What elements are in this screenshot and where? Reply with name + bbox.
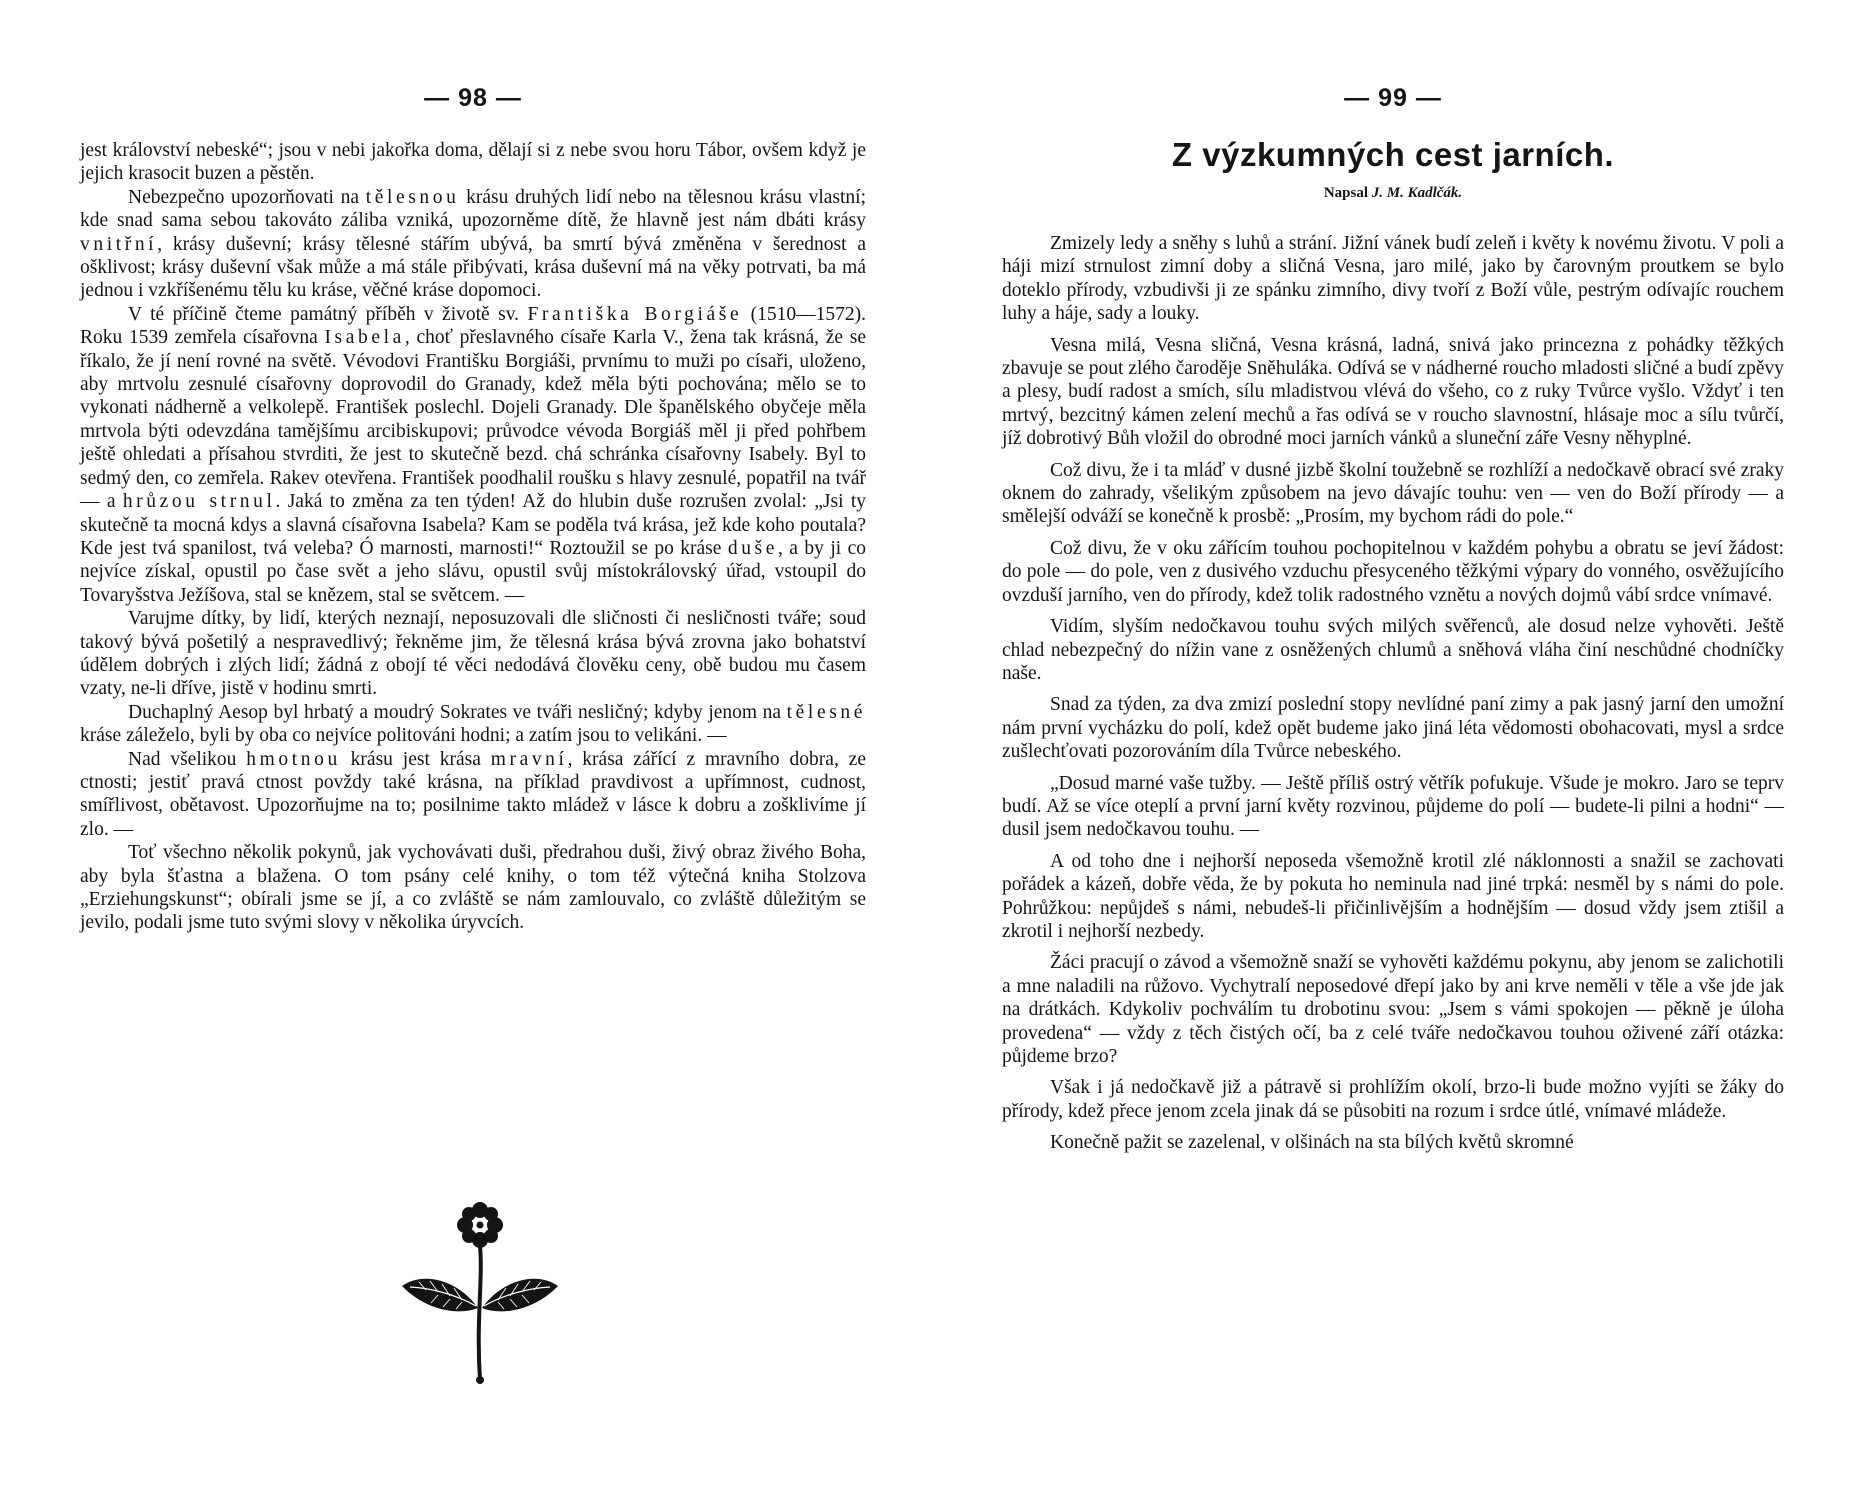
text-run: krásu druhých lidí nebo na tělesnou krásu vlastní; kde snad sama sebou takováto záliba vzniká, upozorněme dítě, že hlavně jest nám dbáti krásy: [80, 186, 866, 232]
paragraph: [1002, 232, 1784, 326]
text-run: Nad všelikou: [128, 748, 247, 770]
left-page: [80, 0, 866, 1500]
paragraph: [80, 701, 866, 748]
text-run: Vidím, slyším nedočkavou touhu svých milých svěřenců, ale dosud nelze vyhověti. Ještě chlad nebezpečný do nížin vane z osněžených chlumů a sněhová vláha činí neschůdné chodníčky naše.: [1002, 616, 1784, 684]
emphasis-spaced: Isabela: [324, 327, 405, 349]
paragraph: [1002, 334, 1784, 451]
text-run: Vesna milá, Vesna sličná, Vesna krásná, ladná, snivá jako princezna z pohádky těžkých zbavuje se pout zlého čaroděje Sněhuláka. Odívá se v nádherné roucho mladosti sličné a budí zpěvy a plesy, budí radost a smích, sílu mladistvou vlévá do všeho, co z ruky Tvůrce vyšlo. Vždyť i ten mrtvý, bezcitný kámen zelení mechů a řas odívá se v roucho slavnostní, hlásaje moc a sílu tvůrčí, jíž dobrotivý Bůh vložil do obrodné moci jarních vánků a sluneční záře Vesny něhyplné.: [1002, 334, 1784, 450]
emphasis-spaced: tělesné: [786, 701, 866, 723]
text-run: Však i já nedočkavě již a pátravě si prohlížím okolí, brzo-li bude možno vyjíti se žáky do přírody, kdež přece jenom zcela jinak dá se působiti na rozum i srdce útlé, vnímavé mládeže.: [1002, 1077, 1784, 1122]
byline-prefix: Napsal: [1323, 185, 1368, 201]
right-page-text: [1002, 232, 1784, 1163]
flower-ornament-icon: [400, 1190, 560, 1390]
paragraph: [1002, 459, 1784, 529]
text-run: Toť všechno několik pokynů, jak vychovávati duši, předrahou duši, živý obraz živého Boha, aby byla šťastna a blažena. O tom psány celé knihy, o tom též výtečná kniha Stolzova „Erziehungskunst“; obírali jsme se jí, a co zvláště se nám zamlouvalo, co zvláště důležitým se jevilo, podali jsme tuto svými slovy v několika úryvcích.: [80, 842, 866, 934]
text-run: kráse záleželo, byli by oba co nejvíce politováni hodni; a zatím jsou to velikáni. —: [80, 725, 727, 747]
emphasis-spaced: duše: [727, 537, 778, 559]
text-run: (1510—1572). Roku 1539 zemřela císařovna: [80, 303, 866, 349]
text-run: Žáci pracují o závod a všemožně snaží se vyhověti každému pokynu, aby jenom se zalichotili a mne naladili na růžovo. Vychytralí neposedové dřepí jako by ani krve neměli v těle a vše jde jak na drátkách. Kdykoliv pochválím tu drobotinu svou: „Jsem s vámi spokojen — pěkně je úloha provedena“ — vždy z těch čistých očí, ba z celé tváře nedočkavou touhou oživené září otázka: půjdeme brzo?: [1002, 952, 1784, 1067]
paragraph: [1002, 772, 1784, 842]
text-run: Duchaplný Aesop byl hrbatý a moudrý Sokrates ve tváři nesličný; kdyby jenom na: [128, 701, 787, 723]
text-run: Nebezpečno upozorňovati na: [128, 186, 366, 208]
byline: [1002, 185, 1784, 202]
text-run: , a by ji co nejvíce získal, opustil po čase svět a jeho slávu, opustil svůj místokrálovský úřad, vstoupil do Tovaryšstva Ježíšova, stal se knězem, stal se světcem. —: [80, 537, 866, 606]
text-run: , krása zářící z mravního dobra, ze ctnosti; jestiť pravá ctnost povždy také krásna, na příklad pravdivost a upřímnost, cudnost, smířlivost, obětavost. Upozorňujme na to; posilnime takto mládež v lásce k dobru a zošklivíme jí zlo. —: [80, 748, 866, 840]
text-run: krásu jest krása: [340, 748, 491, 770]
page-number-left: — 98 —: [424, 84, 522, 112]
right-page: [1002, 0, 1784, 1500]
text-run: Což divu, že i ta mláď v dusné jizbě školní toužebně se rozhlíží a nedočkavě obrací své zraky oknem do zahrady, všelikým způsobem na jevo dávajíc touhu: ven — ven do Boží přírody — a smělejší odváží se konečně k prosbě: „Prosím, my bychom rádi do pole.“: [1002, 459, 1784, 528]
text-run: Což divu, že v oku zářícím touhou pochopitelnou v každém pohybu a obratu se jeví žádost: do pole — do pole, ven z dusivého vzduchu přesyceného těžkými výpary do vonného, osvěžujícího ovzduší jarního, ven do přírody, kdež tolik radostného vznětu a nových dojmů vábí srdce vnímavé.: [1002, 537, 1784, 606]
paragraph: [1002, 1131, 1784, 1154]
text-run: . Jaká to změna za ten týden! Až do hlubin duše rozrušen zvolal: „Jsi ty skutečně ta mocná kdys a slavná císařovna Isabela? Kam se poděla tvá krása, jež kde koho poutala? Kde jest tvá spanilost, tvá veleba? Ó marnosti, marnosti!“ Roztoužil se po kráse: [80, 491, 866, 559]
paragraph: [80, 303, 866, 607]
text-run: , choť přeslavného císaře Karla V., žena tak krásná, že se říkalo, že jí není rovné na světě. Vévodovi Františku Borgiáši, prvnímu to muži po císaři, uloženo, aby mrtvolu zesnulé císařovny doprovodil do Granady, kdež měla býti pochována; mělo se to vykonati nádherně a velkolepě. František poslechl. Dojeli Granady. Dle španělského obyčeje měla mrtvola býti odevzdána tamějšímu arcibiskupovi; průvodce vévoda Borgiáš měl ji před pohřbem ještě ohledati a přísahou stvrditi, že jest to skutečně bezd. chá schránka císařovny Isabely. Byl to sedmý den, co zemřela. Rakev otevřena. František poodhalil roušku s hlavy zesnulé, popatřil na tvář — a: [80, 327, 866, 513]
paragraph: [1002, 615, 1784, 685]
text-run: V té příčině čteme památný příběh v životě sv.: [128, 303, 528, 325]
emphasis-spaced: tělesnou: [365, 186, 460, 208]
text-run: , krásy duševní; krásy tělesné stářím ubývá, ba smrtí bývá změněna v šerednost a ošklivost; krásy duševní však může a má stále přibývati, krása duševní má na věky potrvati, ba má jednou i vzkříšenému tělu ku kráse, věčné kráse dopomoci.: [80, 233, 866, 302]
paragraph: [80, 186, 866, 303]
text-run: Zmizely ledy a sněhy s luhů a strání. Jižní vánek budí zeleň i květy k novému životu. V poli a háji mizí strnulost zimní doby a sličná Vesna, jaro milé, jako by čarovným proutkem se bylo doteklo přírody, vzbudivši ji ze spánku zimního, divy tvoří z Boží vůle, pestrým odívajíc rouchem luhy a háje, sady a louky.: [1002, 233, 1784, 325]
left-page-text: [80, 139, 866, 935]
emphasis-spaced: mravní: [490, 748, 568, 770]
emphasis-spaced: hrůzou strnul: [122, 491, 276, 513]
paragraph: [1002, 1076, 1784, 1123]
article-title: Z výzkumných cest jarních.: [1171, 136, 1615, 173]
emphasis-spaced: Františka Borgiáše: [527, 303, 743, 325]
paragraph: [80, 607, 866, 701]
text-run: jest království nebeské“; jsou v nebi jakořka doma, dělají si z nebe svou horu Tábor, ovšem když je jejich krasocit buzen a pěstěn.: [80, 140, 866, 185]
paragraph: [80, 841, 866, 935]
text-run: Varujme dítky, by lidí, kterých neznají, neposuzovali dle sličnosti či nesličnosti tváře; soud takový bývá pošetilý a nespravedlivý; řekněme jim, že tělesná krása bývá zrovna jako bohatství údělem dobrých i zlých lidí; žádná z obojí té věci nedodává člověku ceny, obě budou mu časem vzaty, ne-li dříve, jistě v hodinu smrti.: [80, 608, 866, 700]
paragraph: [80, 748, 866, 842]
byline-author: J. M. Kadlčák.: [1371, 185, 1463, 201]
emphasis-spaced: vnitřní: [80, 233, 158, 255]
text-run: Snad za týden, za dva zmizí poslední stopy nevlídné paní zimy a pak jasný jarní den umožní nám první vycházku do polí, kdež opět budeme jako jiná léta vědomosti obohacovati, mysl a srdce zušlechťovati pozorováním díla Tvůrce nebeského.: [1002, 694, 1784, 763]
text-run: „Dosud marné vaše tužby. — Ještě příliš ostrý větřík pofukuje. Všude je mokro. Jaro se teprv budí. Až se více oteplí a první jarní květy rozvinou, půjdeme do polí — budete-li pilni a hodni“ — dusil jsem nedočkavou touhu. —: [1002, 772, 1784, 841]
paragraph: [1002, 850, 1784, 944]
paragraph: [1002, 537, 1784, 607]
text-run: Konečně pažit se zazelenal, v olšinách na sta bílých květů skromné: [1050, 1132, 1574, 1154]
text-run: A od toho dne i nejhorší neposeda všemožně krotil zlé náklonnosti a snažil se zachovati pořádek a kázeň, dobře věda, že by pokuta ho neminula nad jiné trpká: nesměl by s námi do pole. Pohrůžkou: nepůjdeš s námi, nebudeš-li přičinlivějším a hodnějším — dosud vždy jsem ztišil a zkrotil i nejhorší nezbedy.: [1002, 850, 1784, 942]
paragraph: [1002, 951, 1784, 1068]
paragraph: [80, 139, 866, 186]
paragraph: [1002, 693, 1784, 763]
page-number-right: — 99 —: [1344, 84, 1442, 112]
emphasis-spaced: hmotnou: [246, 748, 341, 770]
